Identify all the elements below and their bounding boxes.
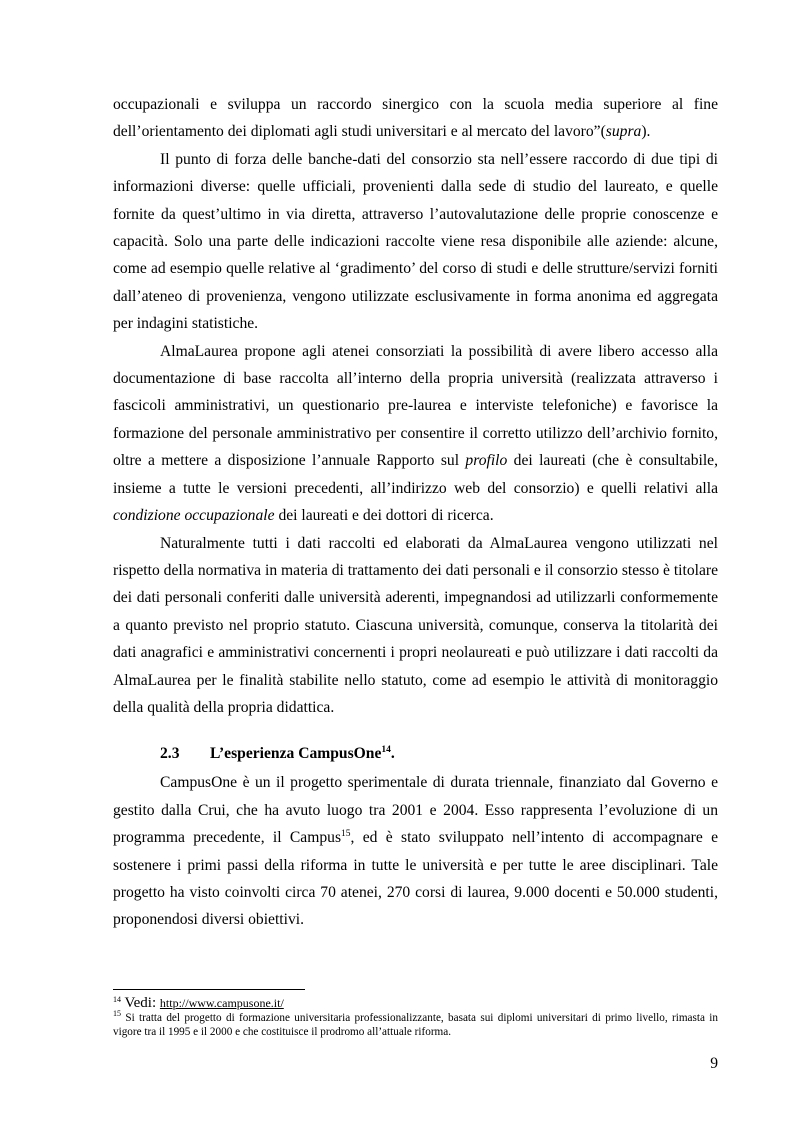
section-title-text: L’esperienza CampusOne (210, 745, 382, 763)
paragraph-text: dei laureati e dei dottori di ricerca. (274, 507, 494, 525)
paragraph-continuation (113, 91, 718, 146)
italic-text: profilo (465, 452, 508, 470)
body-text (113, 91, 718, 934)
footnote-14 (113, 996, 718, 1011)
paragraph-text: AlmaLaurea propone agli atenei consorziati la possibilità di avere libero accesso alla documentazione di base raccolta all’interno della propria università (realizzata attraverso i fascicoli amministrativi, un questionario pre-laurea e interviste telefoniche) e favorisce la formazione del personale amministrativo per consentire il corretto utilizzo dell’archivio fornito, oltre a mettere a disposizione l’annuale Rapporto sul (113, 342, 718, 470)
section-number: 2.3 (160, 745, 180, 763)
footnote-mark: 15 (113, 1009, 121, 1019)
footnote-15 (113, 1011, 718, 1039)
paragraph-text: , ed è stato sviluppato nell’intento di accompagnare e sostenere i primi passi della riforma in tutte le università e per tutte le aree disciplinari. Tale progetto ha visto coinvolti circa 70 atenei, 270 corsi di laurea, 9.000 docenti e 50.000 studenti, proponendosi diversi obiettivi. (113, 829, 718, 929)
paragraph-text: occupazionali e sviluppa un raccordo sinergico con la scuola media superiore al fine dell’orientamento dei diplomati agli studi universitari e al mercato del lavoro”( (113, 96, 718, 141)
paragraph-text: CampusOne è un il progetto sperimentale di durata triennale, finanziato dal Governo e gestito dalla Crui, che ha avuto luogo tra 2001 e 2004. Esso rappresenta l’evoluzione di un programma precedente, il Campus (113, 774, 718, 847)
campusone-link[interactable]: http://www.campusone.it/ (159, 996, 284, 1010)
paragraph-campusone (113, 769, 718, 933)
section-title (210, 739, 395, 769)
italic-text: supra (605, 123, 642, 141)
paragraph-almalaurea-offer (113, 338, 718, 530)
page-number: 9 (710, 1055, 718, 1072)
footnote-separator (113, 989, 305, 990)
footnote-text: Si tratta del progetto di formazione universitaria professionalizzante, basata sui diplomi universitari di primo livello, rimasta in vigore tra il 1995 e il 2000 e che costituisce il prodromo all’attuale riforma. (113, 1012, 718, 1039)
paragraph-databases (113, 146, 718, 338)
paragraph-text: ). (641, 123, 651, 141)
paragraph-text: Il punto di forza delle banche-dati del consorzio sta nell’essere raccordo di due tipi di informazioni diverse: quelle ufficiali, provenienti dalla sede di studio del laureato, e quelle fornite da quest’ultimo in via diretta, attraverso l’autovalutazione delle proprie conoscenze e capacità. Solo una parte delle indicazioni raccolte viene resa disponibile alle aziende: alcune, come ad esempio quelle relative al ‘gradimento’ del corso di studi e delle strutture/servizi forniti dall’ateneo di provenienza, vengono utilizzate esclusivamente in forma anonima ed aggregata per indagini statistiche. (113, 150, 718, 333)
italic-text: condizione occupazionale (113, 507, 275, 525)
section-heading (113, 739, 718, 769)
footnote-ref-14[interactable]: 14 (381, 745, 391, 756)
footnote-mark: 14 (113, 995, 121, 1004)
document-page (113, 0, 718, 1123)
paragraph-text: Naturalmente tutti i dati raccolti ed elaborati da AlmaLaurea vengono utilizzati nel rispetto della normativa in materia di trattamento dei dati personali e il consorzio stesso è titolare dei dati personali conferiti dalle università aderenti, impegnandosi ad utilizzarli conformemente a quanto previsto nel proprio statuto. Ciascuna università, comunque, conserva la titolarità dei dati anagrafici e amministrativi concernenti i propri neolaureati e può utilizzare i dati raccolti da AlmaLaurea per le finalità stabilite nello statuto, come ad esempio le attività di monitoraggio della qualità della propria didattica. (113, 534, 718, 716)
paragraph-text: dei laureati (che è consultabile, insieme a tutte le versioni precedenti, all’indirizzo web del consorzio) e quelli relativi alla (113, 452, 718, 497)
footnote-text: Vedi: (121, 995, 160, 1011)
footnote-ref-15[interactable]: 15 (341, 829, 351, 840)
footnotes (113, 996, 718, 1040)
section-title-end: . (390, 745, 395, 763)
paragraph-privacy (113, 530, 718, 722)
